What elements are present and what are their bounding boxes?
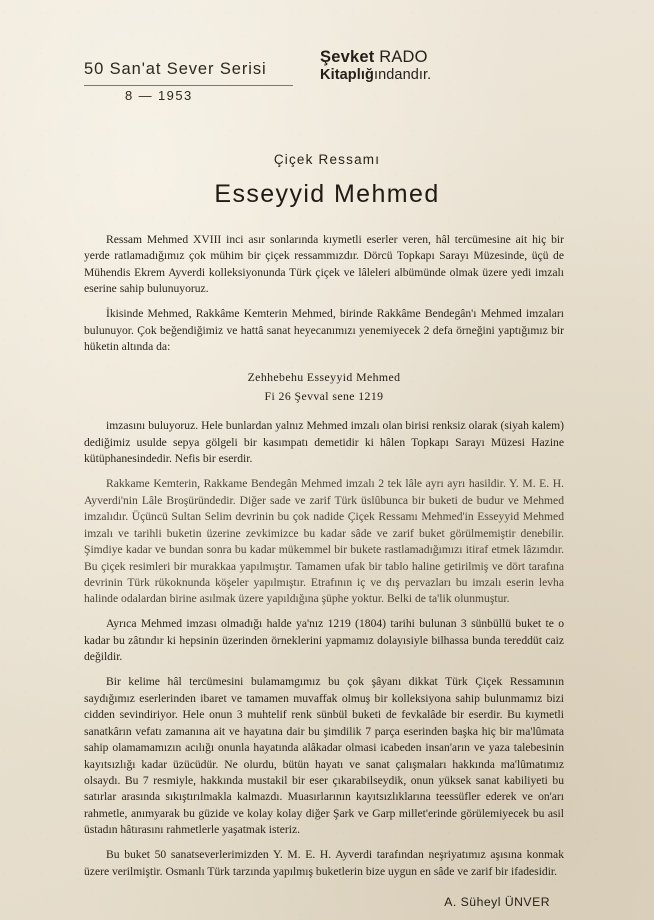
paragraph-2: İkisinde Mehmed, Rakkâme Kemterin Mehmed, birinde Rakkâme Bendegân'ı Mehmed imzaları bulunuyor. Çok beğendiğimiz ve hattâ sanat heyecanımızı yenemiyecek 2 defa örneğini yaptığımız bir hüketin altında da: bbox=[84, 307, 564, 354]
series-underline bbox=[84, 85, 293, 86]
stamp-owner-surname: RADO bbox=[379, 48, 428, 66]
document-subtitle: Çiçek Ressamı bbox=[273, 152, 381, 167]
stamp-library-word: Kitaplığ bbox=[320, 67, 374, 84]
paragraph-4: Rakkame Kemterin, Rakkame Bendegân Mehmed imzalı 2 tek lâle ayrı ayrı hasildir. Y. M. E. H. Ayverdi'nin Lâle Broşüründedir. Diğer sade ve zarif Türk üslûbunca bir buketi de budur ve Mehmed imzalıdır. Üçüncü Sultan Selim devrinin bu çok nadide Çiçek Ressamı Mehmed'in Esseyyid Mehmed imzalı ve tarihli buketin üzerine zevkimizce bu kadar sâde ve zarif buket görülmemiştir denebilir. Şimdiye kadar ve bundan sonra bu kadar mükemmel bir bukete rastlamadığımızı itiraf etmek lâzımdır. Bu çiçek resimleri bir murakkaa yapılmıştır. Tamamen ufak bir tablo haline getirilmiş ve dört tarafına devrinin Türk rükoknunda köşeler yapılmıştır. Etrafının iç ve dış pervazları bu imzalı eserin levha halinde odalardan birine asılmak üzere yapıldığına şüphe yoktur. Belki de ta'lik olunmuştur. bbox=[84, 477, 564, 606]
paragraph-1: Ressam Mehmed XVIII inci asır sonlarında kıymetli eserler veren, hâl tercümesine ait hiç bir yerde ratlamadığımız çok mühim bir çiçek ressammızdır. Dörcü Topkapı Sarayı Müzesinde, üçü de Mühendis Ekrem Ayverdi kolleksiyonunda Türk çiçek ve lâleleri albümünde olmak üzere yedi imzalı eserine sahip bulunuyoruz. bbox=[84, 233, 564, 296]
series-label: 50 San'at Sever Serisi bbox=[84, 60, 267, 78]
stamp-line-2 bbox=[320, 67, 431, 84]
inscription-block bbox=[84, 368, 564, 406]
stamp-owner-name: Şevket bbox=[320, 48, 375, 66]
series-number: 8 — 1953 bbox=[125, 88, 193, 103]
paragraph-3: imzasını buluyoruz. Hele bunlardan yalnız Mehmed imzalı olan birisi renksiz olarak (siyah kalem) dediğimiz usulde sepya gölgeli bir kasımpatı demetidir ki hâlen Topkapı Sarayı Müzesi Hazine kütüphanesindedir. Nefis bir eserdir. bbox=[84, 419, 564, 466]
stamp-line-1 bbox=[320, 48, 431, 67]
paragraph-6: Bir kelime hâl tercümesini bulamamgımız bu çok şâyanı dikkat Türk Çiçek Ressamının saydığımız eserlerinden ibaret ve tamamen muvaffak olmuş bir kolleksiyona sahip bulunmamız bizi cidden sevindiriyor. Hele onun 3 muhtelif renk sünbül buketi de fevkalâde bir eserdir. Bu kıymetli sanatkârın vefatı zamanına ait ve hayatına dair bu şimdilik 7 parça eserinden başka hiç bir ma'lûmata sahip olamamamızın acılığı onunla hayatında alâkadar olmasi icabeden insan'arın ve yaza talebesinin kayıtsızlığı kadar üzücüdür. Ne olurdu, bütün hayatı ve sanat çalışmaları hakkında ma'lûmatımız olsaydı. Bu 7 resmiyle, hakkında mustakil bir eser çıkarabilseydik, onun yüksek sanat kabiliyeti bu satırlar arasında sıkıştırılmakla kalmazdı. Muasırlarının kayıtsızlıklarına teessüfler ederek ve on'arı rahmetle, anımyarak bu güzide ve kolay kolay diğer Şark ve Garp millet'erinde görülemiyecek bu asil üstadın hâtırasını rahmetlerle yaşatmak isteriz. bbox=[84, 675, 564, 837]
title-block bbox=[0, 152, 654, 209]
paragraph-7: Bu buket 50 sanatseverlerimizden Y. M. E. H. Ayverdi tarafından neşriyatımız aşısına konmak üzere verilmiştir. Osmanlı Türk tarzında yapılmış buketlerin bize uygun en sâde ve zarif bir ifadesidir. bbox=[84, 848, 564, 878]
ownership-stamp bbox=[320, 48, 431, 85]
body-text bbox=[84, 232, 564, 912]
inscription-line-2: Fi 26 Şevval sene 1219 bbox=[264, 388, 384, 403]
page-title: Esseyyid Mehmed bbox=[214, 180, 440, 208]
inscription-line-1: Zehhebehu Esseyyid Mehmed bbox=[247, 369, 401, 384]
paragraph-5: Ayrıca Mehmed imzası olmadığı halde ya'nız 1219 (1804) tarihi bulunan 3 sünbüllü buket te o kadar bu zâtındır ki hepsinin üzerinden örneklerini yapmamız dolayısiyle bilhassa bunda tereddüt caiz değildir. bbox=[84, 617, 564, 664]
stamp-library-suffix: ındandır. bbox=[373, 67, 432, 84]
author-signature: A. Süheyl ÜNVER bbox=[444, 895, 550, 910]
